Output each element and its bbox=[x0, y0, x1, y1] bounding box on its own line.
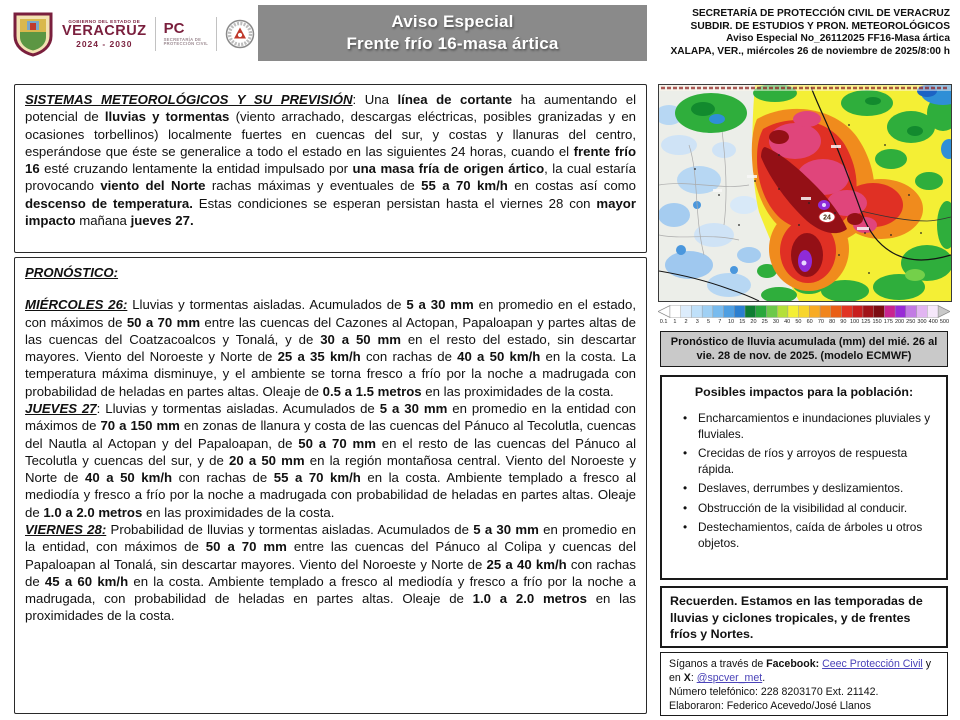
colorbar-tick: 200 bbox=[894, 319, 905, 325]
colorbar-tick: 7 bbox=[718, 319, 722, 325]
colorbar-cell bbox=[777, 306, 788, 318]
colorbar-cell bbox=[799, 306, 810, 318]
colorbar-cell bbox=[809, 306, 820, 318]
colorbar-cell bbox=[820, 306, 831, 318]
pc-label: PC bbox=[163, 20, 185, 38]
map-panel bbox=[658, 84, 950, 325]
social-box: Síganos a través de Facebook: Ceec Protección Civil y en X: @spcver_met. Número telefónico: 228 8203170 Ext. 21142. Elaboraron: Federico Acevedo/José Llanos bbox=[660, 652, 948, 716]
colorbar-cell bbox=[691, 306, 702, 318]
impacts-title: Posibles impactos para la población: bbox=[694, 385, 914, 399]
colorbar-cell bbox=[863, 306, 874, 318]
logo-divider bbox=[216, 17, 217, 51]
pc-sub2-label: PROTECCIÓN CIVIL bbox=[163, 41, 209, 47]
precipitation-map bbox=[658, 84, 952, 302]
colorbar-tick: 70 bbox=[817, 319, 824, 325]
colorbar-tick: 90 bbox=[840, 319, 847, 325]
impact-item: • Destechamientos, caída de árboles u otros objetos. bbox=[698, 520, 932, 551]
colorbar-tick: 500 bbox=[939, 319, 950, 325]
pc-sub1-label: SECRETARÍA DE bbox=[163, 36, 202, 42]
forecast-thursday: JUEVES 27: Lluvias y tormentas aisladas. Acumulados de 5 a 30 mm en promedio en la entidad con máximos de 70 a 150 mm en zonas de llanura y costa de las cuencas del Pánuco al Tecolutla, cuencas del Nautla al Actopan y del Papaloapan, de 50 a 70 mm en el resto de las cuencas del Pánuco al Tecolutla y cuencas del sur, y de 20 a 50 mm en la región montañosa central. Viento del Noroeste y Norte de 40 a 50 km/h con rachas de 55 a 70 km/h en la costa. Ambiente templado a fresco al mediodía y fresco a frío por la noche a madrugada con probabilidad de heladas en partes altas. Oleaje de 1.0 a 2.0 metros en las proximidades de la costa. bbox=[25, 400, 637, 520]
office-line3: Aviso Especial No_26112025 FF16-Masa ártica bbox=[726, 33, 950, 45]
social-link[interactable]: Ceec Protección Civil bbox=[822, 658, 923, 670]
colorbar-tick: 40 bbox=[784, 319, 791, 325]
colorbar-tick: 25 bbox=[761, 319, 768, 325]
impact-item: • Deslaves, derrumbes y deslizamientos. bbox=[698, 481, 932, 497]
colorbar-cell bbox=[884, 306, 895, 318]
proteccion-civil-seal-icon bbox=[225, 19, 255, 49]
banner-line1: Aviso Especial bbox=[391, 11, 514, 31]
colorbar-tick: 50 bbox=[795, 319, 802, 325]
colorbar-cell bbox=[724, 306, 735, 318]
pronostico-box bbox=[14, 257, 647, 714]
colorbar-cell bbox=[852, 306, 863, 318]
colorbar-tick: 0.1 bbox=[659, 319, 668, 325]
pronostico-heading: PRONÓSTICO: bbox=[25, 265, 119, 280]
prevision-paragraph: SISTEMAS METEOROLÓGICOS Y SU PREVISIÓN: Una línea de cortante ha aumentando el potencial de lluvias y tormentas (viento arrachado, descargas eléctricas, posibles granizadas y en ocasiones torbellinos) localmente fuertes en cuencas del sur, y costas y llanuras del centro, esperándose que éste se generalice a todo el estado en las siguientes 24 horas, cuando el frente frío 16 esté cruzando lentamente la entidad impulsado por una masa fría de origen ártico, la cual estaría provocando viento del Norte rachas máximas y eventuales de 55 a 70 km/h en costas así como descenso de temperatura. Estas condiciones se esperan persistan hasta el viernes 28 con mayor impacto mañana jueves 27. bbox=[25, 92, 637, 228]
logo-divider bbox=[155, 17, 156, 51]
colorbar-tick: 100 bbox=[850, 319, 860, 325]
forecast-wednesday: MIÉRCOLES 26: Lluvias y tormentas aisladas. Acumulados de 5 a 30 mm en promedio en el estado, con máximos de 50 a 70 mm entre las cuencas del Cazones al Actopan, Papaloapan y partes altas de las cuencas del Coatzacoalcos y Tonalá, y de 30 a 50 mm en el resto del estado, sin descartar mayores. Viento del Noroeste y Norte de 25 a 35 km/h con rachas de 40 a 50 km/h en la costa. La temperatura máxima disminuye, y el ambiente se torna fresco a frío por la noche a madrugada con probabilidad de heladas en partes altas. Oleaje de 0.5 a 1.5 metros en las proximidades de la costa. bbox=[25, 297, 636, 399]
gov-wordmark bbox=[62, 20, 147, 49]
office-header bbox=[658, 8, 950, 59]
colorbar-cell bbox=[713, 306, 724, 318]
colorbar bbox=[658, 305, 950, 318]
reminder-text: Recuerden. Estamos en las temporadas de lluvias y ciclones tropicales, y de frentes fríos y Nortes. bbox=[670, 594, 923, 641]
social-link[interactable]: @spcver_met bbox=[696, 672, 763, 685]
colorbar-cell bbox=[745, 306, 756, 318]
colorbar-cell bbox=[756, 306, 767, 318]
colorbar-cell bbox=[734, 306, 745, 318]
gov-top-label: GOBIERNO DEL ESTADO DE bbox=[68, 18, 141, 24]
colorbar-tick: 175 bbox=[883, 319, 893, 325]
colorbar-tick: 400 bbox=[928, 319, 938, 325]
colorbar-tick: 3 bbox=[695, 319, 699, 325]
map-caption bbox=[660, 331, 948, 367]
office-line1: SECRETARÍA DE PROTECCIÓN CIVIL DE VERACRUZ bbox=[692, 8, 950, 19]
pc-logo bbox=[164, 21, 209, 47]
impacts-list bbox=[672, 411, 936, 552]
colorbar-left-arrow bbox=[658, 306, 670, 318]
colorbar-tick: 1 bbox=[673, 319, 677, 325]
colorbar-cell bbox=[927, 306, 938, 318]
colorbar-tick: 80 bbox=[829, 319, 836, 325]
colorbar-cell bbox=[842, 306, 853, 318]
office-line4: XALAPA, VER., miércoles 26 de noviembre de 2025/8:00 h bbox=[670, 45, 950, 57]
gov-years-label: 2024 - 2030 bbox=[76, 38, 133, 49]
colorbar-ticks bbox=[658, 319, 950, 325]
veracruz-coat-of-arms-icon bbox=[12, 11, 54, 57]
reminder-box bbox=[660, 586, 948, 648]
colorbar-tick: 15 bbox=[739, 319, 746, 325]
colorbar-tick: 10 bbox=[727, 319, 735, 325]
colorbar-cell bbox=[917, 306, 928, 318]
colorbar-tick: 30 bbox=[772, 319, 780, 325]
gov-name-label: VERACRUZ bbox=[62, 23, 147, 40]
colorbar-tick: 2 bbox=[684, 319, 688, 325]
colorbar-cell bbox=[681, 306, 692, 318]
impact-item: • Crecidas de ríos y arroyos de respuesta rápida. bbox=[698, 446, 932, 477]
colorbar-tick: 60 bbox=[806, 319, 813, 325]
colorbar-cell bbox=[788, 306, 799, 318]
impacts-box bbox=[660, 375, 948, 580]
colorbar-cell bbox=[670, 306, 681, 318]
map-caption-text: Pronóstico de lluvia acumulada (mm) del mié. 26 al vie. 28 de nov. de 2025. (modelo ECMWF) bbox=[670, 335, 938, 362]
colorbar-tick: 20 bbox=[750, 319, 757, 325]
colorbar-cell bbox=[831, 306, 842, 318]
colorbar-cell bbox=[895, 306, 906, 318]
map-marker-label: 24 bbox=[823, 214, 831, 222]
colorbar-tick: 300 bbox=[917, 319, 927, 325]
forecast-friday: VIERNES 28: Probabilidad de lluvias y tormentas aisladas. Acumulados de 5 a 30 mm en promedio en la entidad, con máximos de 50 a 70 mm entre las cuencas del Pánuco al Colipa y cuencas del Papaloapan al Tonalá, sin descartar mayores. Viento del Noroeste y Norte de 25 a 40 km/h con rachas de 45 a 60 km/h en la costa. Ambiente templado a fresco al mediodía y fresco a frío por la noche a madrugada, con probabilidad de heladas en partes altas. Oleaje de 1.0 a 2.0 metros en las proximidades de la costa. bbox=[25, 521, 637, 624]
impact-item: • Encharcamientos e inundaciones pluviales y fluviales. bbox=[698, 411, 932, 442]
colorbar-cell bbox=[874, 306, 885, 318]
prevision-box bbox=[14, 84, 647, 253]
banner-line2: Frente frío 16-masa ártica bbox=[346, 34, 559, 53]
colorbar-cell bbox=[702, 306, 713, 318]
colorbar-cell bbox=[906, 306, 917, 318]
office-line2: SUBDIR. DE ESTUDIOS Y PRON. METEOROLÓGICOS bbox=[690, 20, 950, 32]
impact-item: • Obstrucción de la visibilidad al conducir. bbox=[698, 501, 932, 517]
colorbar-tick: 150 bbox=[872, 319, 882, 325]
colorbar-cell bbox=[766, 306, 777, 318]
colorbar-tick: 5 bbox=[707, 319, 711, 325]
colorbar-right-arrow bbox=[938, 306, 950, 318]
map-marker-24 bbox=[819, 212, 835, 223]
colorbar-tick: 250 bbox=[906, 319, 916, 325]
title-banner bbox=[258, 5, 647, 61]
colorbar-tick: 125 bbox=[861, 319, 871, 325]
